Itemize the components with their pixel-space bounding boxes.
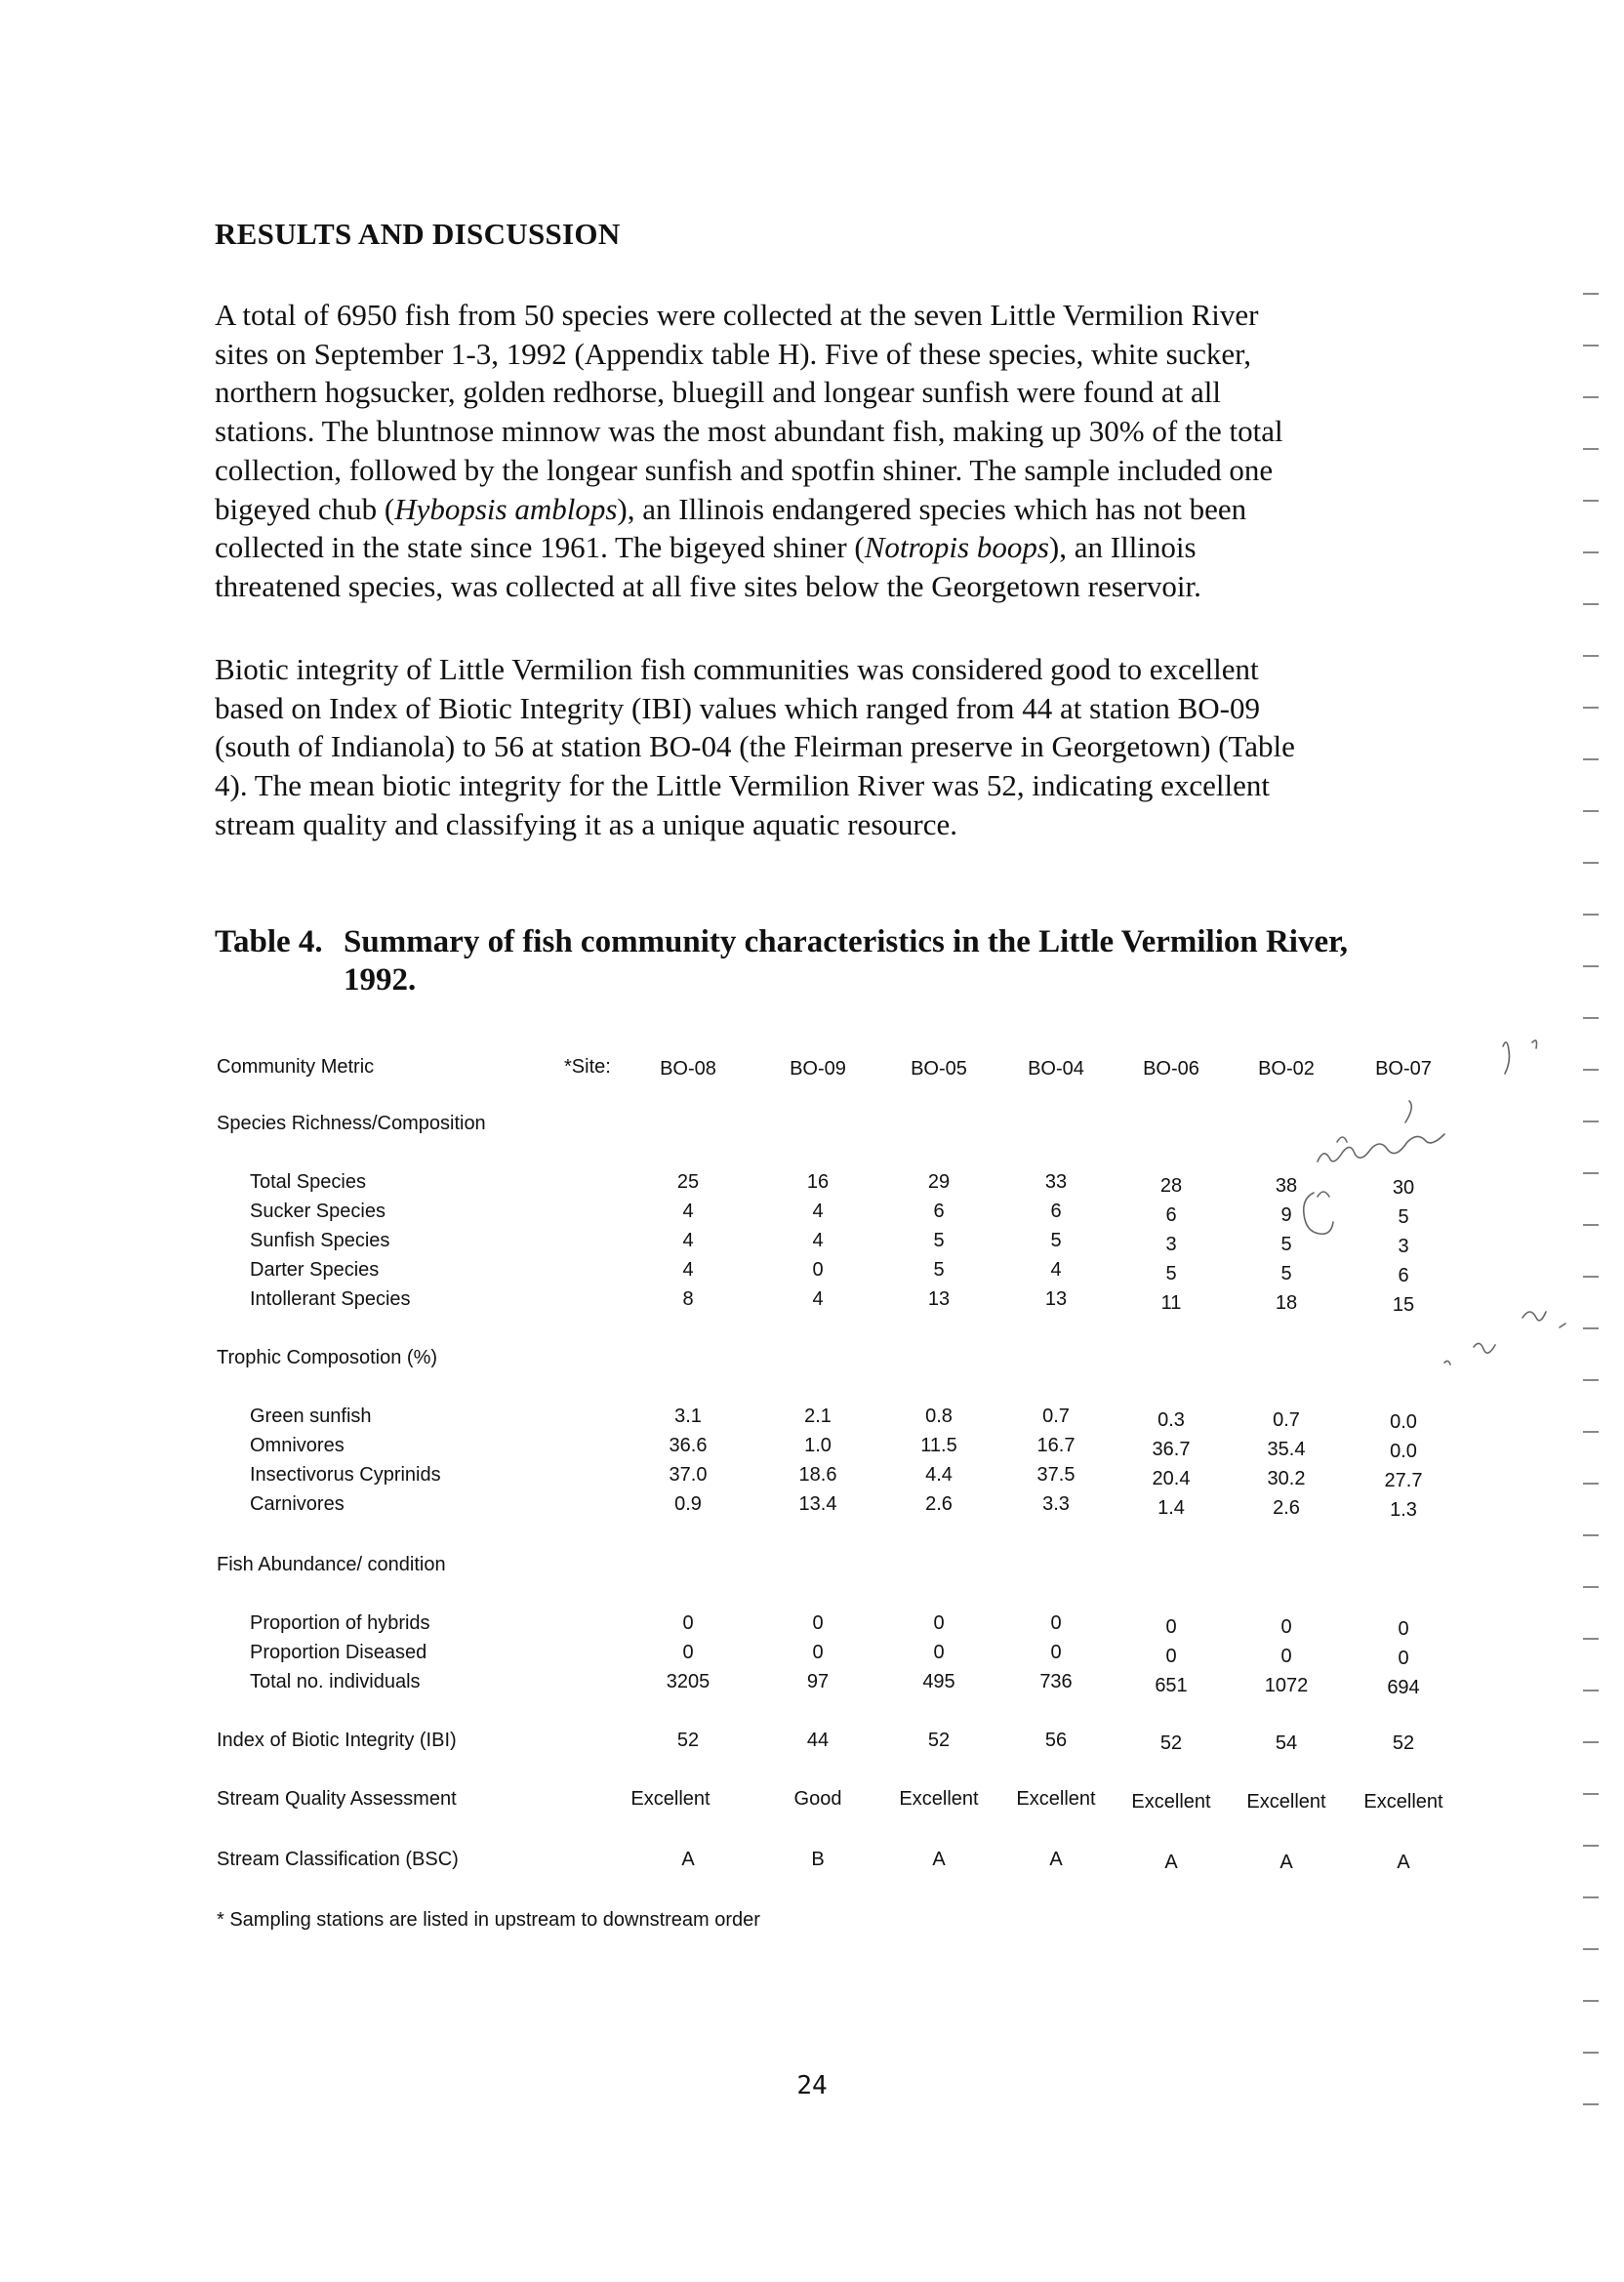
table-cell: 0 (933, 1642, 945, 1663)
margin-tick (1583, 1638, 1599, 1640)
site-header-cell: BO-07 (1375, 1058, 1432, 1080)
table-cell: 0 (1050, 1642, 1062, 1663)
table-title (215, 923, 1348, 999)
para2-line: stream quality and classifying it as a unique aquatic resource. (215, 806, 957, 841)
table-cell: 16.7 (1036, 1435, 1076, 1456)
table-cell: 4 (682, 1201, 694, 1222)
table-row-label: Total no. individuals (250, 1671, 421, 1692)
para1-line: collection, followed by the longear sunfish and spotfin shiner. The sample included one (215, 452, 1274, 487)
table-cell: 4 (812, 1288, 824, 1310)
table-cell: 6 (1165, 1204, 1177, 1226)
summary-cell: 52 (1392, 1732, 1415, 1754)
table-row-label: Insectivorus Cyprinids (250, 1464, 441, 1486)
table-cell: 5 (1280, 1263, 1292, 1284)
table-cell: 2.6 (1273, 1497, 1300, 1519)
table-cell: 1072 (1264, 1675, 1309, 1696)
table-cell: 0 (682, 1642, 694, 1663)
para1-line: sites on September 1-3, 1992 (Appendix table H). Five of these species, white sucker, (215, 336, 1251, 371)
margin-tick (1583, 396, 1599, 398)
paragraph-1 (215, 296, 1415, 606)
para1-line: collected in the state since 1961. The bigeyed shiner (Notropis boops), an Illinois (215, 530, 1197, 565)
table-cell: 35.4 (1267, 1439, 1306, 1460)
table-cell: 5 (933, 1259, 945, 1281)
table-row-label: Carnivores (250, 1493, 345, 1515)
table-cell: 20.4 (1152, 1468, 1191, 1489)
table-row-label: Proportion of hybrids (250, 1612, 430, 1634)
table-cell: 15 (1392, 1294, 1415, 1316)
table-cell: 0.9 (674, 1493, 702, 1515)
margin-tick (1583, 1845, 1599, 1847)
table-number: Table 4. (215, 924, 323, 959)
table-row-label: Sucker Species (250, 1201, 386, 1222)
table-cell: 5 (1280, 1234, 1292, 1255)
column-header-site: *Site: (564, 1056, 611, 1078)
margin-tick (1583, 810, 1599, 812)
margin-tick (1583, 603, 1599, 605)
margin-tick (1583, 345, 1599, 346)
table-cell: 694 (1387, 1677, 1420, 1698)
paragraph-2 (215, 650, 1415, 844)
table-title-line2: 1992. (344, 962, 417, 998)
margin-tick (1583, 1741, 1599, 1743)
table-row-label: Omnivores (250, 1435, 345, 1456)
table-cell: 0 (933, 1612, 945, 1634)
table-cell: 0.7 (1042, 1406, 1070, 1427)
table-cell: 8 (682, 1288, 694, 1310)
para1-line: A total of 6950 fish from 50 species were collected at the seven Little Vermilion River (215, 298, 1259, 332)
margin-tick (1583, 2103, 1599, 2105)
para2-line: 4). The mean biotic integrity for the Little Vermilion River was 52, indicating excellent (215, 768, 1270, 803)
table-cell: 38 (1275, 1175, 1298, 1197)
page-number: 24 (796, 2071, 828, 2100)
results-heading: RESULTS AND DISCUSSION (215, 217, 621, 251)
table-cell: 27.7 (1384, 1470, 1423, 1491)
table-cell: 13 (927, 1288, 951, 1310)
margin-tick (1583, 1379, 1599, 1381)
summary-cell: 44 (806, 1730, 830, 1751)
table-cell: 30 (1392, 1177, 1415, 1199)
table-cell: 4 (1050, 1259, 1062, 1281)
summary-cell: 52 (1159, 1732, 1183, 1754)
table-cell: 0.0 (1390, 1411, 1417, 1433)
table-cell: 4 (812, 1201, 824, 1222)
margin-tick (1583, 2052, 1599, 2054)
table-cell: 16 (806, 1171, 830, 1193)
table-cell: 9 (1280, 1204, 1292, 1226)
para2-line: based on Index of Biotic Integrity (IBI) values which ranged from 44 at station BO-09 (215, 690, 1260, 725)
margin-tick (1583, 1534, 1599, 1536)
margin-tick (1583, 655, 1599, 657)
para2-line: (south of Indianola) to 56 at station BO-04 (the Fleirman preserve in Georgetown) (Table (215, 729, 1295, 764)
table-cell: 0.3 (1157, 1409, 1185, 1431)
column-header-metric: Community Metric (217, 1056, 375, 1078)
table-cell: 6 (1050, 1201, 1062, 1222)
table-cell: 0 (1280, 1616, 1292, 1638)
table-cell: 4 (682, 1259, 694, 1281)
summary-cell: A (1164, 1852, 1178, 1873)
para1-line: bigeyed chub (Hybopsis amblops), an Illinois endangered species which has not been (215, 491, 1247, 526)
margin-tick (1583, 1017, 1599, 1019)
table-cell: 25 (676, 1171, 700, 1193)
site-header-cell: BO-06 (1143, 1058, 1199, 1080)
table-cell: 5 (1165, 1263, 1177, 1284)
summary-cell: Good (793, 1788, 842, 1810)
section-heading: Fish Abundance/ condition (217, 1554, 446, 1575)
table-cell: 3 (1165, 1234, 1177, 1255)
table-cell: 5 (933, 1230, 945, 1251)
para1-line: threatened species, was collected at all five sites below the Georgetown reservoir. (215, 568, 1201, 603)
summary-row-label: Stream Classification (BSC) (217, 1849, 459, 1870)
para2-line: Biotic integrity of Little Vermilion fish communities was considered good to excellent (215, 652, 1259, 686)
table-cell: 5 (1050, 1230, 1062, 1251)
summary-cell: Excellent (630, 1788, 710, 1810)
margin-tick (1583, 914, 1599, 916)
site-header-cell: BO-08 (660, 1058, 716, 1080)
table-cell: 4 (682, 1230, 694, 1251)
table-row-label: Proportion Diseased (250, 1642, 427, 1663)
para1-line: stations. The bluntnose minnow was the most abundant fish, making up 30% of the total (215, 414, 1283, 449)
margin-tick (1583, 1948, 1599, 1950)
handwritten-annotation (1298, 1025, 1591, 1396)
table-cell: 0 (812, 1259, 824, 1281)
table-cell: 4.4 (925, 1464, 953, 1486)
margin-tick (1583, 1121, 1599, 1122)
summary-cell: 54 (1275, 1732, 1298, 1754)
site-header-cell: BO-04 (1028, 1058, 1084, 1080)
margin-tick (1583, 1327, 1599, 1329)
table-footnote: * Sampling stations are listed in upstream to downstream order (217, 1909, 760, 1931)
table-cell: 29 (927, 1171, 951, 1193)
table-cell: 0.0 (1390, 1441, 1417, 1462)
table-cell: 5 (1398, 1206, 1409, 1228)
margin-tick (1583, 1793, 1599, 1795)
table-cell: 1.0 (804, 1435, 832, 1456)
margin-tick (1583, 1483, 1599, 1485)
table-cell: 3.1 (674, 1406, 702, 1427)
table-cell: 0 (812, 1612, 824, 1634)
summary-cell: 56 (1044, 1730, 1068, 1751)
margin-tick (1583, 758, 1599, 760)
table-cell: 36.7 (1152, 1439, 1191, 1460)
table-cell: 0 (682, 1612, 694, 1634)
summary-cell: Excellent (1016, 1788, 1096, 1810)
table-cell: 18.6 (798, 1464, 837, 1486)
table-row-label: Intollerant Species (250, 1288, 411, 1310)
table-cell: 0 (1398, 1618, 1409, 1640)
table-cell: 6 (933, 1201, 945, 1222)
summary-row-label: Stream Quality Assessment (217, 1788, 457, 1810)
site-header-cell: BO-05 (911, 1058, 967, 1080)
summary-cell: A (1279, 1852, 1293, 1873)
table-cell: 6 (1398, 1265, 1409, 1286)
table-cell: 736 (1039, 1671, 1073, 1692)
site-header-cell: BO-02 (1258, 1058, 1315, 1080)
margin-tick (1583, 1586, 1599, 1588)
margin-tick (1583, 551, 1599, 553)
section-heading: Species Richness/Composition (217, 1113, 486, 1134)
summary-cell: A (932, 1849, 946, 1870)
margin-tick (1583, 1069, 1599, 1071)
table-cell: 0 (1280, 1646, 1292, 1667)
margin-tick (1583, 707, 1599, 709)
margin-tick (1583, 1224, 1599, 1226)
margin-tick (1583, 862, 1599, 864)
summary-cell: A (1397, 1852, 1410, 1873)
table-cell: 651 (1155, 1675, 1188, 1696)
table-cell: 33 (1044, 1171, 1068, 1193)
summary-cell: Excellent (1363, 1791, 1443, 1813)
table-cell: 495 (922, 1671, 955, 1692)
summary-cell: A (1049, 1849, 1063, 1870)
table-cell: 4 (812, 1230, 824, 1251)
para1-line: northern hogsucker, golden redhorse, bluegill and longear sunfish were found at all (215, 375, 1221, 410)
table-cell: 0.7 (1273, 1409, 1300, 1431)
table-cell: 37.5 (1036, 1464, 1076, 1486)
margin-tick (1583, 500, 1599, 502)
summary-cell: Excellent (1246, 1791, 1326, 1813)
margin-tick (1583, 293, 1599, 295)
table-row-label: Sunfish Species (250, 1230, 390, 1251)
margin-tick (1583, 1896, 1599, 1898)
table-cell: 28 (1159, 1175, 1183, 1197)
margin-tick (1583, 1172, 1599, 1174)
section-heading: Trophic Composotion (%) (217, 1347, 438, 1368)
site-header-cell: BO-09 (790, 1058, 846, 1080)
table-row-label: Green sunfish (250, 1406, 372, 1427)
table-cell: 2.6 (925, 1493, 953, 1515)
summary-row-label: Index of Biotic Integrity (IBI) (217, 1730, 457, 1751)
margin-tick (1583, 1431, 1599, 1433)
table-cell: 13 (1044, 1288, 1068, 1310)
summary-cell: A (681, 1849, 695, 1870)
summary-cell: Excellent (1131, 1791, 1211, 1813)
table-cell: 36.6 (669, 1435, 708, 1456)
table-cell: 3.3 (1042, 1493, 1070, 1515)
margin-tick (1583, 1690, 1599, 1691)
summary-cell: Excellent (899, 1788, 979, 1810)
table-cell: 3 (1398, 1236, 1409, 1257)
margin-tick (1583, 1276, 1599, 1278)
margin-tick (1583, 448, 1599, 450)
table-row-label: Darter Species (250, 1259, 380, 1281)
margin-tick (1583, 2000, 1599, 2002)
table-cell: 0 (1398, 1648, 1409, 1669)
table-cell: 1.4 (1157, 1497, 1185, 1519)
table-row-label: Total Species (250, 1171, 366, 1193)
table-cell: 37.0 (669, 1464, 708, 1486)
table-cell: 18 (1275, 1292, 1298, 1314)
summary-cell: B (811, 1849, 825, 1870)
margin-tick (1583, 965, 1599, 967)
table-cell: 0 (1165, 1646, 1177, 1667)
table-cell: 0 (1050, 1612, 1062, 1634)
table-title-line1: Summary of fish community characteristics in the Little Vermilion River, (344, 924, 1348, 959)
table-cell: 2.1 (804, 1406, 832, 1427)
summary-cell: 52 (676, 1730, 700, 1751)
table-cell: 13.4 (798, 1493, 837, 1515)
table-cell: 30.2 (1267, 1468, 1306, 1489)
table-cell: 0 (1165, 1616, 1177, 1638)
table-cell: 0.8 (925, 1406, 953, 1427)
table-cell: 0 (812, 1642, 824, 1663)
table-cell: 3205 (666, 1671, 710, 1692)
table-cell: 1.3 (1390, 1499, 1417, 1521)
summary-cell: 52 (927, 1730, 951, 1751)
table-cell: 11.5 (920, 1435, 957, 1456)
table-cell: 11 (1160, 1292, 1182, 1314)
table-cell: 97 (806, 1671, 830, 1692)
